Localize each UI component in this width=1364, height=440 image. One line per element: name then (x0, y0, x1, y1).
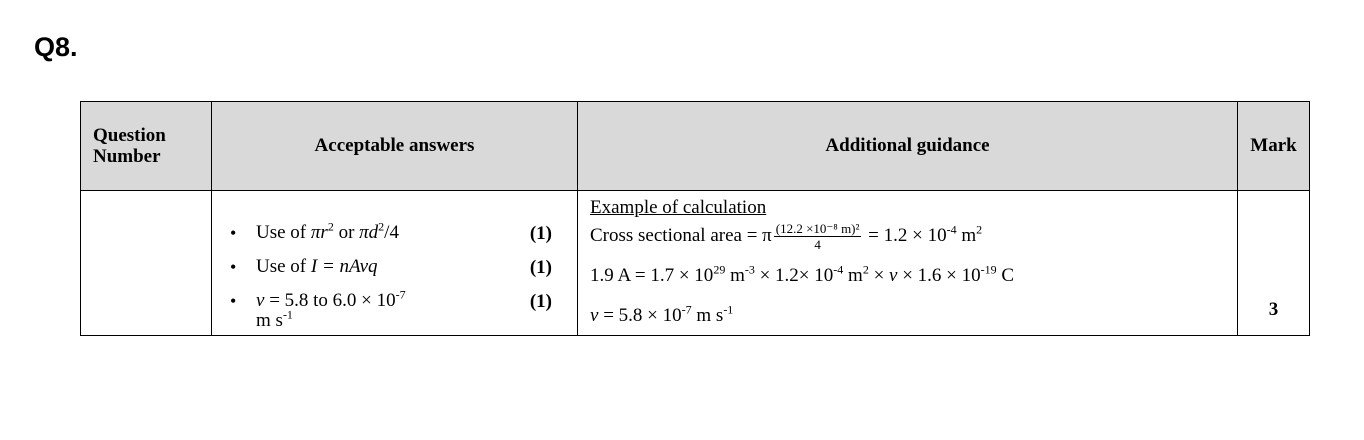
area-denominator: 4 (814, 237, 821, 252)
answer-text (256, 287, 504, 331)
answer-1-suffix: /4 (384, 222, 399, 243)
result-v: v (590, 305, 599, 326)
answer-mark: (1) (529, 291, 552, 312)
eq-sup-4: 2 (862, 262, 869, 277)
header-acceptable-answers: Acceptable answers (212, 102, 578, 191)
answer-2-prefix: Use of (256, 256, 311, 277)
answer-3-sup-a: -7 (395, 287, 406, 302)
header-number-text: Number (93, 146, 161, 167)
result-value: = 5.8 × 10 (598, 305, 682, 326)
answer-3-v: v (256, 290, 265, 311)
table-row (81, 191, 1310, 336)
area-sup-2: 2 (976, 222, 983, 237)
answer-1-sup-a: 2 (327, 219, 334, 234)
eq-sup-1: 29 (713, 262, 726, 277)
velocity-result (590, 302, 734, 327)
list-item (230, 219, 570, 244)
eq-sup-2: -3 (744, 262, 755, 277)
answer-1-prefix: Use of (256, 222, 311, 243)
answer-2-formula: I = nAvq (310, 256, 378, 277)
eq-part-g: C (996, 265, 1015, 286)
eq-part-c: × 1.2× 10 (754, 265, 834, 286)
list-item (230, 287, 570, 331)
header-row (81, 102, 1310, 191)
area-calculation (590, 221, 982, 252)
eq-sup-3: -4 (833, 262, 844, 277)
area-sup-1: -4 (946, 222, 957, 237)
answer-1-sup-b: 2 (378, 219, 385, 234)
eq-part-f: × 1.6 × 10 (897, 265, 981, 286)
area-fraction (774, 221, 862, 252)
eq-part-d: m (843, 265, 863, 286)
answer-text (256, 257, 504, 277)
current-equation (590, 262, 1015, 287)
bullet-icon: • (230, 257, 237, 277)
answer-3-unit: m s (256, 310, 283, 331)
header-question-text: Question (93, 125, 166, 146)
result-unit: m s (691, 305, 724, 326)
additional-guidance-cell (578, 191, 1238, 336)
answer-1-or: or (333, 222, 360, 243)
bullet-icon: • (230, 223, 237, 243)
header-mark: Mark (1238, 102, 1310, 191)
mark-scheme-table (80, 101, 1310, 336)
answer-text (256, 219, 504, 243)
area-prefix: Cross sectional area = π (590, 224, 772, 246)
question-number-cell (81, 191, 212, 336)
example-heading: Example of calculation (590, 197, 767, 218)
result-sup-2: -1 (723, 302, 734, 317)
answer-mark: (1) (529, 223, 552, 244)
bullet-icon: • (230, 291, 237, 311)
list-item (230, 257, 570, 278)
answer-mark: (1) (529, 257, 552, 278)
total-mark: 3 (1268, 299, 1279, 320)
answer-3-range: = 5.8 to 6.0 × 10 (264, 290, 396, 311)
area-unit: m (956, 224, 977, 246)
eq-part-b: m (725, 265, 745, 286)
question-label: Q8. (34, 32, 78, 62)
area-numerator: (12.2 ×10⁻⁸ m)² (775, 221, 860, 236)
area-result: = 1.2 × 10 (863, 224, 947, 246)
eq-part-e: × (868, 265, 890, 286)
acceptable-answers-cell (212, 191, 578, 336)
eq-sup-5: -19 (980, 262, 997, 277)
header-question-number (81, 102, 212, 191)
mark-cell (1238, 191, 1310, 336)
header-additional-guidance: Additional guidance (578, 102, 1238, 191)
eq-v: v (889, 265, 898, 286)
result-sup-1: -7 (681, 302, 692, 317)
answer-3-sup-b: -1 (282, 307, 293, 322)
answer-1-pid: πd (359, 222, 379, 243)
eq-part-a: 1.9 A = 1.7 × 10 (590, 265, 714, 286)
answer-1-pir: πr (310, 222, 328, 243)
